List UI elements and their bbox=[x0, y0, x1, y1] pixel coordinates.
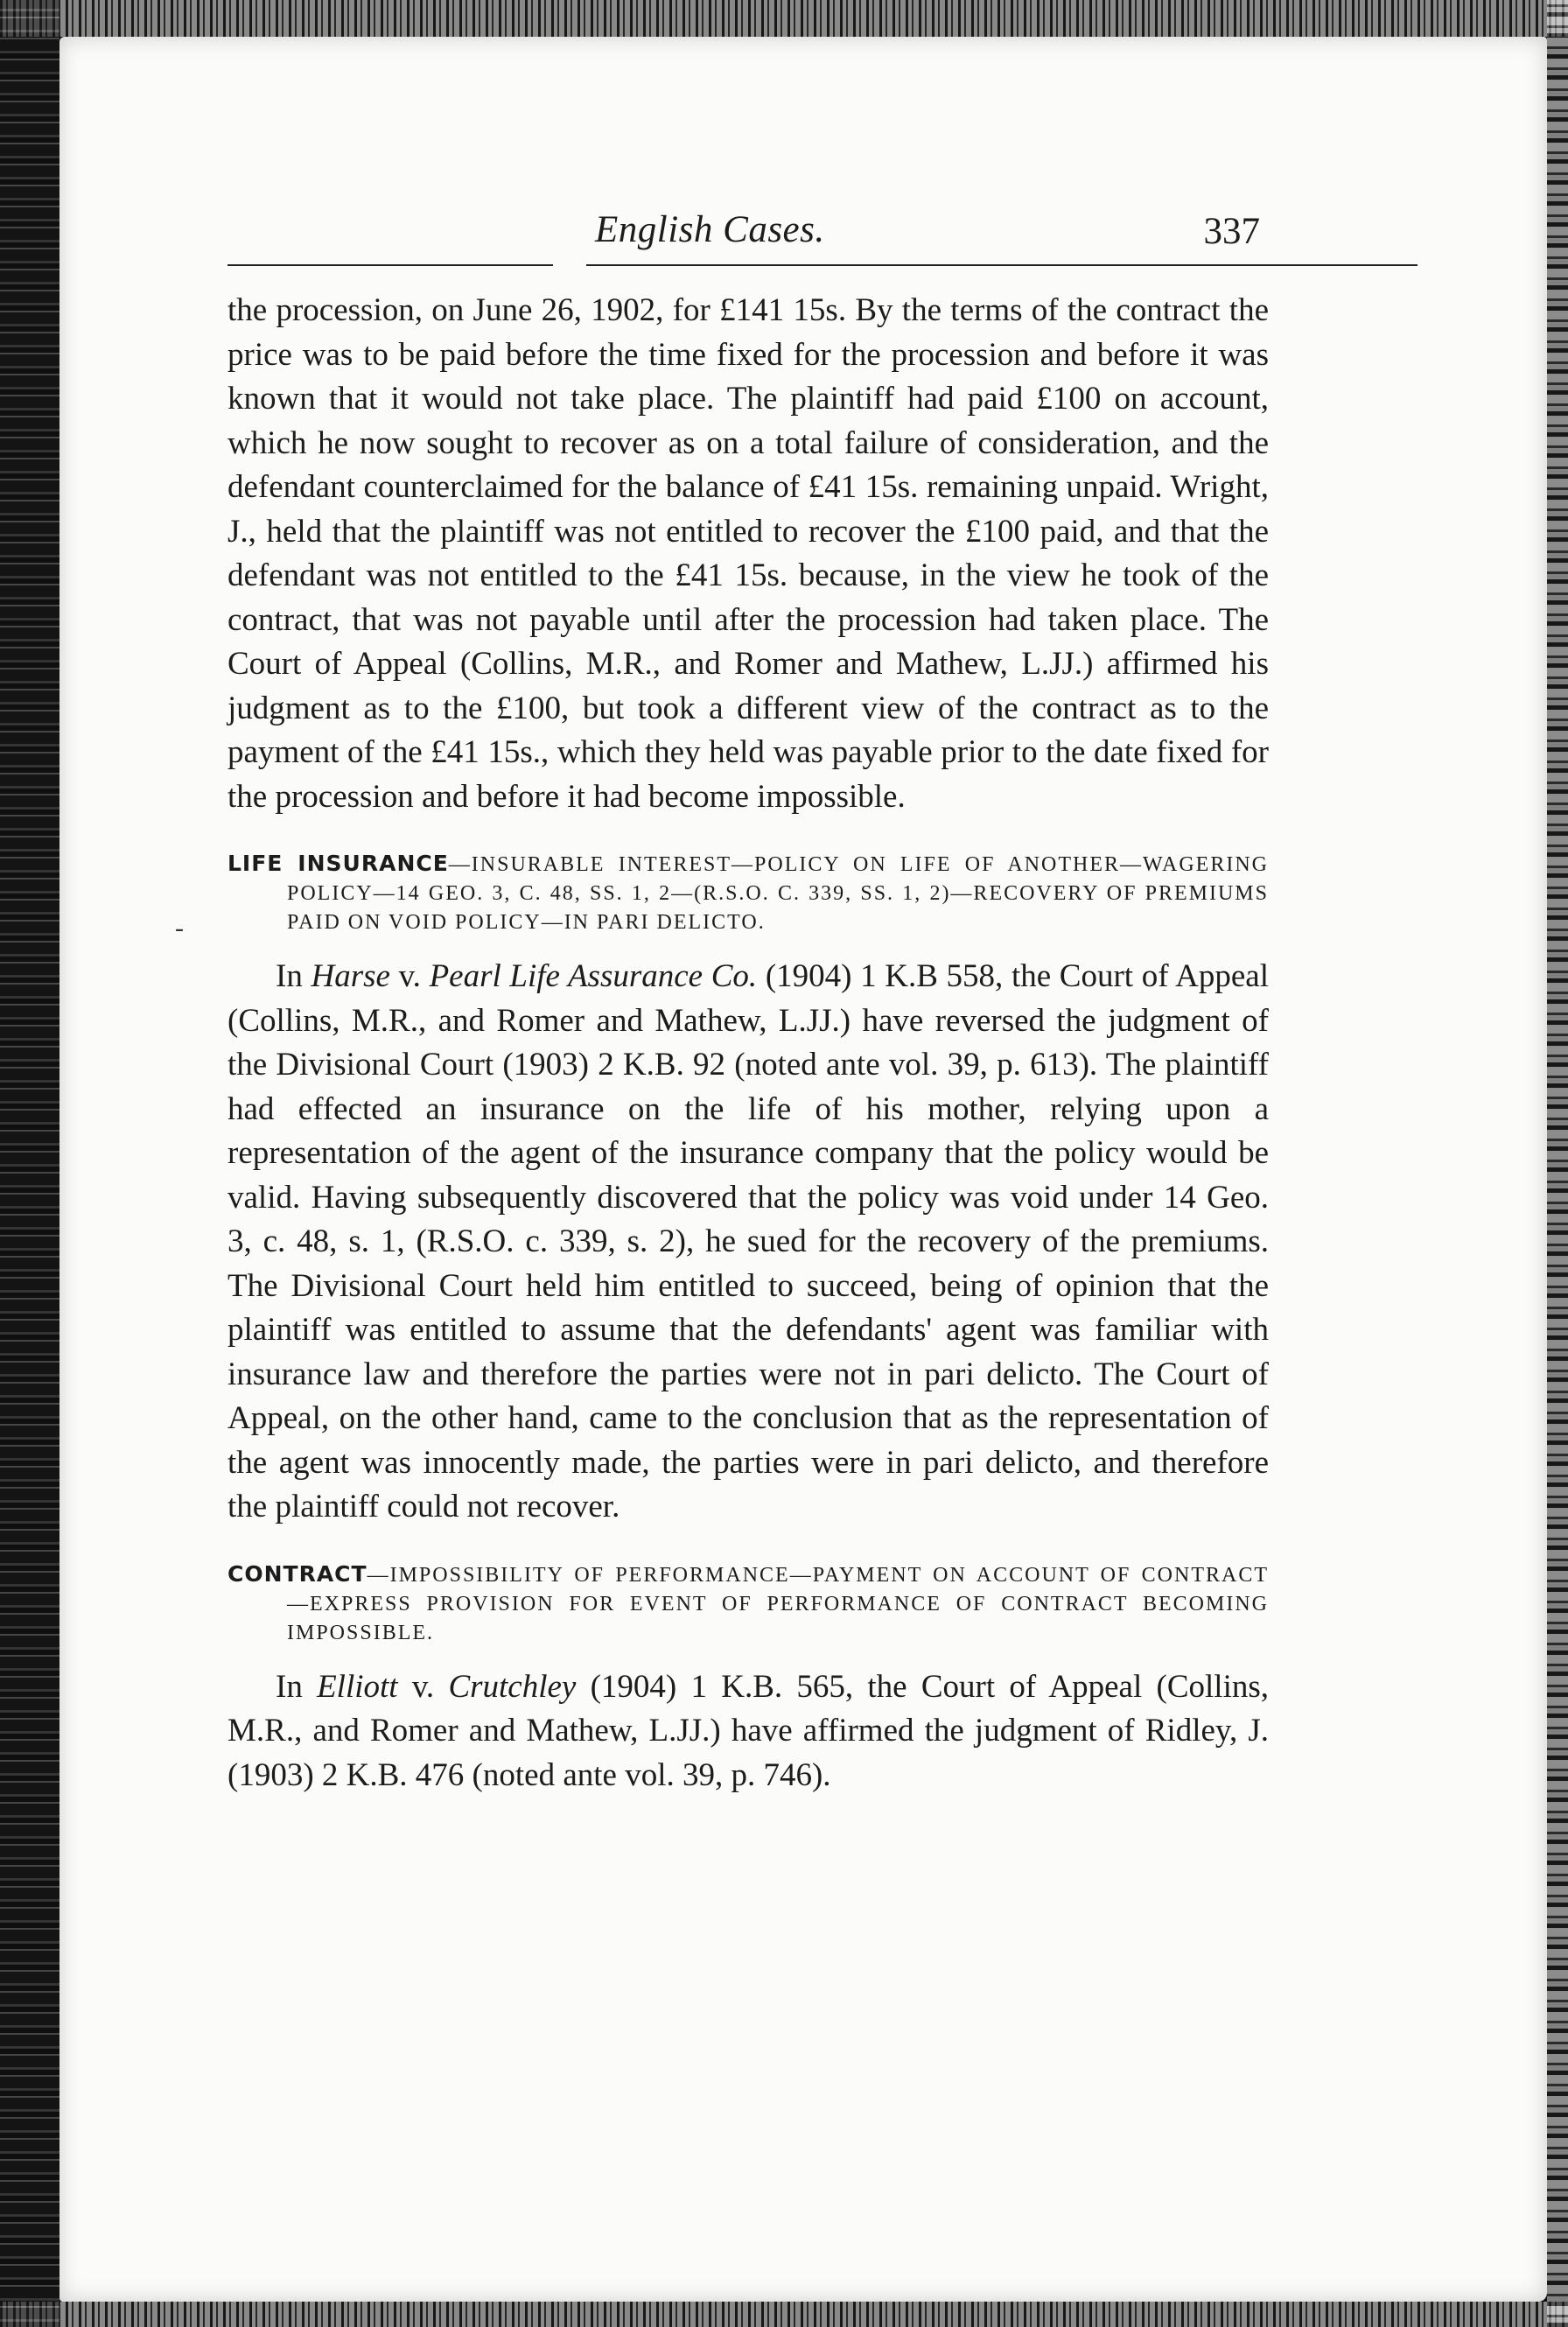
case-versus: v. bbox=[397, 1668, 449, 1705]
opening-paragraph: the procession, on June 26, 1902, for £141 15s. By the terms of the contract the price was to be paid before the time fixed for the procession and before it was known that it would not take place. The plaintiff had paid £100 on account, which he now sought to recover as on a total failure of consideration, and the defendant counterclaimed for the balance of £41 15s. remaining unpaid. Wright, J., held that the plaintiff was not entitled to recover the £100 paid, and that the defendant was not entitled to the £41 15s. because, in the view he took of the contract, that was not payable until after the procession had taken place. The Court of Appeal (Collins, M.R., and Romer and Mathew, L.JJ.) affirmed his judgment as to the £100, but took a different view of the contract as to the payment of the £41 15s., which they held was payable prior to the date fixed for the procession and before it had become impossible. bbox=[228, 292, 1269, 815]
top-scan-edge bbox=[0, 0, 1568, 37]
case-party-1: Harse bbox=[311, 958, 390, 994]
page-content bbox=[228, 201, 1269, 1798]
heading-keyword: LIFE INSURANCE bbox=[228, 851, 449, 876]
heading-rest: —IMPOSSIBILITY OF PERFORMANCE—PAYMENT ON ACCOUNT OF CONTRACT—EXPRESS PROVISION FOR EVENT OF PERFORMANCE OF CONTRACT BECOMING IMPOSSIBLE. bbox=[287, 1563, 1269, 1644]
bottom-scan-edge bbox=[0, 2302, 1568, 2327]
left-scan-edge bbox=[0, 0, 60, 2327]
running-title: English Cases. bbox=[595, 209, 825, 250]
section-heading-life-insurance bbox=[228, 849, 1269, 937]
margin-mark: - bbox=[175, 914, 184, 943]
body-lead: In bbox=[276, 1668, 318, 1705]
page-number: 337 bbox=[1203, 211, 1260, 252]
heading-rest: —INSURABLE INTEREST—POLICY ON LIFE OF ANOTHER—WAGERING POLICY—14 GEO. 3, C. 48, SS. 1, 2—(R.S.O. C. 339, SS. 1, 2)—RECOVERY OF PREMIUMS PAID ON VOID POLICY—IN PARI DELICTO. bbox=[287, 853, 1269, 934]
section-body-contract bbox=[228, 1665, 1269, 1798]
body-lead: In bbox=[276, 958, 312, 994]
case-party-2: Pearl Life Assurance Co. bbox=[429, 958, 758, 994]
case-party-1: Elliott bbox=[317, 1668, 398, 1705]
body-text: (1904) 1 K.B 558, the Court of Appeal (Collins, M.R., and Romer and Mathew, L.JJ.) have reversed the judgment of the Divisional Court (1903) 2 K.B. 92 (noted ante vol. 39, p. 613). The plaintiff had effected an insurance on the life of his mother, relying upon a representation of the agent of the insurance company that the policy would be valid. Having subsequently discovered that the policy was void under 14 Geo. 3, c. 48, s. 1, (R.S.O. c. 339, s. 2), he sued for the recovery of the premiums. The Divisional Court held him entitled to succeed, being of opinion that the plaintiff was entitled to assume that the defendants' agent was familiar with insurance law and therefore the parties were not in pari delicto. The Court of Appeal, on the other hand, came to the conclusion that as the representation of the agent was innocently made, the parties were in pari delicto, and therefore the plaintiff could not recover. bbox=[228, 958, 1269, 1524]
header-rule-left bbox=[228, 264, 553, 266]
section-body-life-insurance bbox=[228, 955, 1269, 1530]
section-heading-contract bbox=[228, 1560, 1269, 1648]
running-head bbox=[228, 201, 1269, 271]
case-versus: v. bbox=[389, 958, 430, 994]
case-party-2: Crutchley bbox=[448, 1668, 577, 1705]
header-rule-right bbox=[586, 264, 1418, 266]
right-scan-edge bbox=[1547, 0, 1568, 2327]
body-text: (1904) 1 K.B. 565, the Court of Appeal (Collins, M.R., and Romer and Mathew, L.JJ.) have affirmed the judgment of Ridley, J. (1903) 2 K.B. 476 (noted ante vol. 39, p. 746). bbox=[228, 1668, 1269, 1793]
heading-keyword: CONTRACT bbox=[228, 1560, 368, 1587]
